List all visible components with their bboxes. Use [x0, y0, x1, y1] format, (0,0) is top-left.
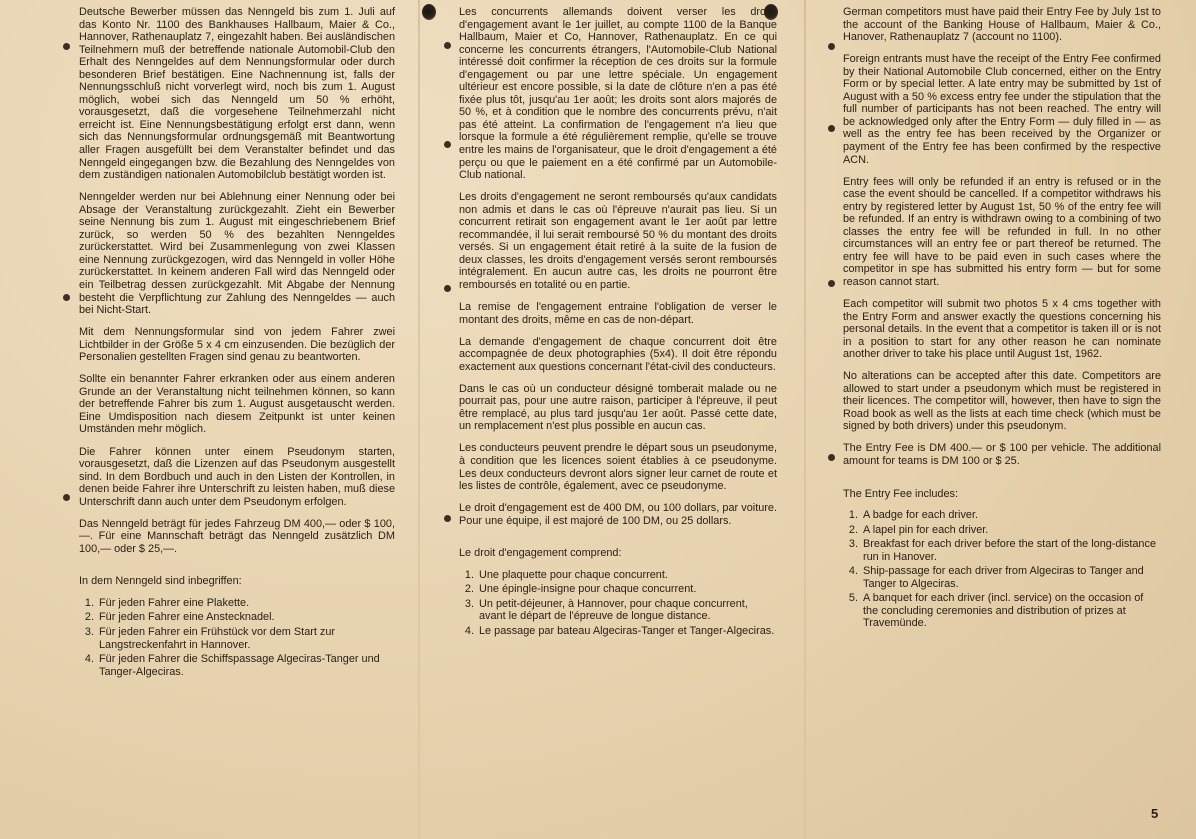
german-column — [79, 6, 395, 680]
binder-dot — [444, 141, 451, 148]
binder-dot — [828, 125, 835, 132]
list-item: 1. Une plaquette pour chaque concurrent. — [477, 569, 777, 582]
french-includes-list — [459, 569, 777, 638]
binder-dot — [828, 280, 835, 287]
german-paragraph: Mit dem Nennungsformular sind von jedem Fahrer zwei Lichtbilder in der Größe 5 x 4 cm einzusenden. Die bezüglich der Personalien gestellten Fragen sind genau zu beantworten. — [79, 326, 395, 364]
french-paragraph: Dans le cas où un conducteur désigné tomberait malade ou ne pourrait pas, pour une autre raison, participer à l'épreuve, il peut être remplacé, au plus tard jusqu'au 1er août. Passé cette date, un remplacement n'est plus possible en aucun cas. — [459, 382, 777, 433]
list-item: 1. Für jeden Fahrer eine Plakette. — [97, 597, 395, 610]
french-includes-heading: Le droit d'engagement comprend: — [459, 547, 622, 560]
french-paragraph: Les concurrents allemands doivent verser les droits d'engagement avant le 1er juillet, au compte 1100 de la Banque Hallbaum, Maier et Co, Hannover, Rathenauplatz. En ce qui concerne les concurrents étrangers, l'Automobile-Club National intéressé doit confirmer la réception de ces droits sur la formule d'engagement ou par une lettre spéciale. Un engagement ultérieur est encore possible, si la date de clôture n'en a pas été fixée plus tôt, jusqu'au 1er août; les droits sont alors majorés de 50 %, et à condition que le nombre des concurrents prévu, n'ait pas été atteint. La confirmation de l'engagement n'a lieu que lorsque la formule a été régulièrement remplie, qu'elle se trouve entre les mains de l'organisateur, que le droit d'engagement a été perçu ou que le paiement en a été confirmé par un Automobile-Club national. — [459, 6, 777, 182]
binder-dot — [444, 42, 451, 49]
binder-dot — [63, 294, 70, 301]
page-fold — [418, 0, 420, 839]
list-item: 3. Breakfast for each driver before the start of the long-distance run in Hanover. — [861, 538, 1161, 563]
binder-dot — [63, 494, 70, 501]
english-column — [843, 6, 1161, 632]
binder-dot — [828, 454, 835, 461]
binder-dot — [444, 285, 451, 292]
list-item: 3. Für jeden Fahrer ein Frühstück vor dem Start zur Langstreckenfahrt in Hannover. — [97, 626, 395, 651]
list-item: 3. Un petit-déjeuner, à Hannover, pour chaque concurrent, avant le départ de l'épreuve de longue distance. — [477, 598, 777, 623]
french-paragraph: Le droit d'engagement est de 400 DM, ou 100 dollars, par voiture. Pour une équipe, il est majoré de 100 DM, ou 25 dollars. — [459, 502, 777, 527]
list-item: 2. A lapel pin for each driver. — [861, 524, 1161, 537]
list-item: 4. Ship-passage for each driver from Algeciras to Tanger and Tanger to Algeciras. — [861, 565, 1161, 590]
list-item: 5. A banquet for each driver (incl. service) on the occasion of the concluding ceremonies and distribution of prizes at Travemünde. — [861, 592, 1161, 630]
list-item: 1. A badge for each driver. — [861, 509, 1161, 522]
english-paragraph: German competitors must have paid their Entry Fee by July 1st to the account of the Banking House of Hallbaum, Maier & Co., Hanover, Rathenauplatz 7 (account no 1100). — [843, 6, 1161, 44]
german-includes-heading: In dem Nenngeld sind inbegriffen: — [79, 575, 242, 588]
page-fold — [804, 0, 806, 839]
french-column — [459, 6, 777, 640]
english-paragraph: Entry fees will only be refunded if an entry is refused or in the case the event should be cancelled. If a competitor withdraws his entry by registered letter by August 1st, 50 % of the entry fee will be refunded. If an entry is withdrawn owing to a combining of two classes the entry fee will be refunded in full. In no other circumstances will an entry fee or part thereof be returned. The entry fee will have to be paid even in such cases where the competitor in spe has submitted his entry form — but for some reason cannot start. — [843, 175, 1161, 288]
german-paragraph: Nenngelder werden nur bei Ablehnung einer Nennung oder bei Absage der Veranstaltung zurückgezahlt. Zieht ein Bewerber seine Nennung bis zum 1. August mit eingeschriebenem Brief zurück, so werden 50 % des bezahlten Nenngeldes zurückerstattet. Wird bei Zusammenlegung von zwei Klassen eine Nennung zurückgezogen, wird das Nenngeld in voller Höhe zurückerstattet. In keinem anderen Fall wird das Nenngeld oder ein Teilbetrag dessen zurückgezahlt. Mit Abgabe der Nennung besteht die Verpflichtung zur Zahlung des Nenngeldes — auch bei Nicht-Start. — [79, 191, 395, 317]
binder-dot — [828, 43, 835, 50]
english-paragraph: Each competitor will submit two photos 5 x 4 cms together with the Entry Form and answer exactly the questions concerning his personal details. In the event that a competitor is taken ill or is not in a position to start for any other reason he can nominate another driver to take his place until August 1st, 1962. — [843, 297, 1161, 361]
french-paragraph: La remise de l'engagement entraine l'obligation de verser le montant des droits, même en cas de non-départ. — [459, 301, 777, 326]
german-includes-list — [79, 597, 395, 678]
english-paragraph: Foreign entrants must have the receipt of the Entry Fee confirmed by their National Automobile Club concerned, either on the Entry Form or by special letter. A late entry may be submitted by 1st of August with a 50 % excess entry fee under the stipulation that the full number of participants has not been reached. The entry will be acknowledged only after the Entry Form — duly filled in — as well as the entry fee has been received by the Organizer or payment of the Entry fee has been confirmed by the respective ACN. — [843, 53, 1161, 166]
english-paragraph: The Entry Fee is DM 400.— or $ 100 per vehicle. The additional amount for teams is DM 100 or $ 25. — [843, 442, 1161, 467]
binder-dot — [63, 43, 70, 50]
french-paragraph: Les droits d'engagement ne seront remboursés qu'aux candidats non admis et dans le cas où l'épreuve n'aurait pas lieu. Si un concurrent retirait son engagement avant le 1er août par lettre recommandée, il lui serait remboursé 50 % du montant des droits versés. Si un engagement était retiré à la suite de la fusion de deux classes, les droits d'engagement versés seront remboursés intégralement. En aucun autre cas, les droits ne pourront être remboursés en totalité ou en partie. — [459, 191, 777, 291]
french-paragraph: La demande d'engagement de chaque concurrent doit être accompagnée de deux photographies (5x4). Il doit être répondu exactement aux questions concernant l'état-civil des conducteurs. — [459, 335, 777, 373]
page-number: 5 — [1151, 806, 1159, 821]
punch-hole — [422, 4, 436, 20]
french-paragraph: Les conducteurs peuvent prendre le départ sous un pseudonyme, à condition que les licences soient établies à ce pseudonyme. Les deux conducteurs devront alors signer leur carnet de route et les listes de contrôle, également, avec ce pseudonyme. — [459, 442, 777, 493]
english-includes-heading: The Entry Fee includes: — [843, 487, 959, 500]
list-item: 4. Für jeden Fahrer die Schiffspassage Algeciras-Tanger und Tanger-Algeciras. — [97, 653, 395, 678]
english-paragraph: No alterations can be accepted after this date. Competitors are allowed to start under a pseudonym which must be registered in their licences. The competitor will, however, then have to sign the Road book as well as the lists at each time check (which must be signed by both drivers) under this pseudonym. — [843, 370, 1161, 433]
german-paragraph: Das Nenngeld beträgt für jedes Fahrzeug DM 400,— oder $ 100,—. Für eine Mannschaft beträgt das Nenngeld zusätzlich DM 100,— oder $ 25,—. — [79, 517, 395, 555]
binder-dot — [444, 515, 451, 522]
german-paragraph: Die Fahrer können unter einem Pseudonym starten, vorausgesetzt, daß die Lizenzen auf das Pseudonym ausgestellt sind. In dem Bordbuch und auch in den Listen der Kontrollen, in denen beide Fahrer ihre Unterschrift zu leisten haben, muß diese Unterschrift dann auch unter dem Pseudonym erfolgen. — [79, 445, 395, 508]
german-paragraph: Deutsche Bewerber müssen das Nenngeld bis zum 1. Juli auf das Konto Nr. 1100 des Bankhauses Hallbaum, Maier & Co., Hannover, Rathenauplatz 7, eingezahlt haben. Bei ausländischen Teilnehmern muß der betreffende nationale Automobil-Club den Erhalt des Nenngeldes auf dem Nennungsformular oder durch besonderen Brief bestätigen. Eine Nachnennung ist, falls der Nennungsschluß nicht vorverlegt wird, noch bis zum 1. August möglich, wobei sich das Nenngeld um 50 % erhöht, vorausgesetzt, daß die vorgesehene Teilnehmerzahl nicht erreicht ist. Eine Nennungsbestätigung erfolgt erst dann, wenn sich das Nennungsformular ordnungsgemäß mit Beantwortung aller Fragen ausgefüllt bei dem Veranstalter befindet und das Nenngeld eingegangen bzw. die Bezahlung des Nenngeldes von dem zuständigen nationalen Automobilclub bestätigt worden ist. — [79, 6, 395, 182]
english-includes-list — [843, 509, 1161, 630]
german-paragraph: Sollte ein benannter Fahrer erkranken oder aus einem anderen Grunde an der Veranstaltung nicht teilnehmen können, so kann der betreffende Fahrer bis zum 1. August ausgetauscht werden. Eine Umdisposition nach diesem Zeitpunkt ist unter keinen Umständen mehr möglich. — [79, 373, 395, 436]
list-item: 2. Une épingle-insigne pour chaque concurrent. — [477, 583, 777, 596]
list-item: 2. Für jeden Fahrer eine Anstecknadel. — [97, 611, 395, 624]
list-item: 4. Le passage par bateau Algeciras-Tanger et Tanger-Algeciras. — [477, 625, 777, 638]
